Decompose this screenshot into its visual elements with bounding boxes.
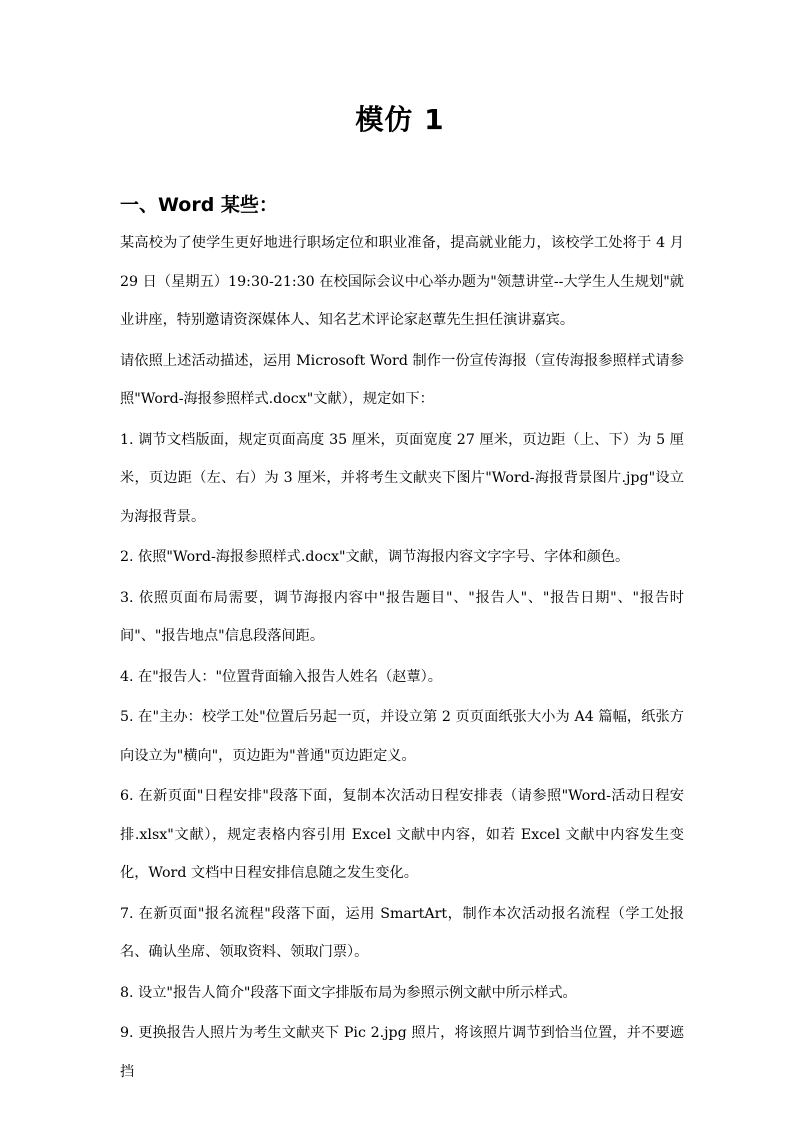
list-item-8: 8. 设立"报告人简介"段落下面文字排版布局为参照示例文献中所示样式。 (120, 984, 577, 1001)
list-item-2: 2. 依照"Word-海报参照样式.docx"文献，调节海报内容文字字号、字体和颜色。 (120, 549, 630, 565)
section-heading: 一、Word 某些： (120, 194, 278, 216)
paragraph-instructions: 请依照上述活动描述，运用 Microsoft Word 制作一份宣传海报（宣传海报参照样式请参照"Word-海报参照样式.docx"文献），规定如下： (120, 352, 684, 407)
list-item-1: 1. 调节文档版面，规定页面高度 35 厘米，页面宽度 27 厘米，页边距（上、下）为 5 厘米，页边距（左、右）为 3 厘米，并将考生文献夹下图片"Word-海报背景图片.jpg"设立为海报背景。 (120, 431, 684, 525)
list-item-5: 5. 在"主办：校学工处"位置后另起一页，并设立第 2 页页面纸张大小为 A4 篇幅，纸张方向设立为"横向"，页边距为"普通"页边距定义。 (120, 709, 684, 764)
list-item-4: 4. 在"报告人："位置背面输入报告人姓名（赵蕈）。 (120, 668, 442, 685)
paragraph-intro: 某高校为了使学生更好地进行职场定位和职业准备，提高就业能力，该校学工处将于 4 月 29 日（星期五）19:30-21:30 在校国际会议中心举办题为"领慧讲堂--大学生人生规划"就业讲座，特别邀请资深媒体人、知名艺术评论家赵蕈先生担任演讲嘉宾。 (120, 235, 684, 328)
document-body (120, 224, 684, 1093)
page-title: 模仿 1 (355, 103, 445, 136)
list-item-9: 9. 更换报告人照片为考生文献夹下 Pic 2.jpg 照片，将该照片调节到恰当位置，并不要遮挡 (120, 1025, 684, 1080)
list-item-6: 6. 在新页面"日程安排"段落下面，复制本次活动日程安排表（请参照"Word-活动日程安排.xlsx"文献），规定表格内容引用 Excel 文献中内容，如若 Excel 文献中内容发生变化，Word 文档中日程安排信息随之发生变化。 (120, 788, 684, 881)
list-item-7: 7. 在新页面"报名流程"段落下面，运用 SmartArt，制作本次活动报名流程（学工处报名、确认坐席、领取资料、领取门票）。 (120, 905, 684, 960)
list-item-3: 3. 依照页面布局需要，调节海报内容中"报告题目"、"报告人"、"报告日期"、"报告时间"、"报告地点"信息段落间距。 (120, 589, 684, 644)
